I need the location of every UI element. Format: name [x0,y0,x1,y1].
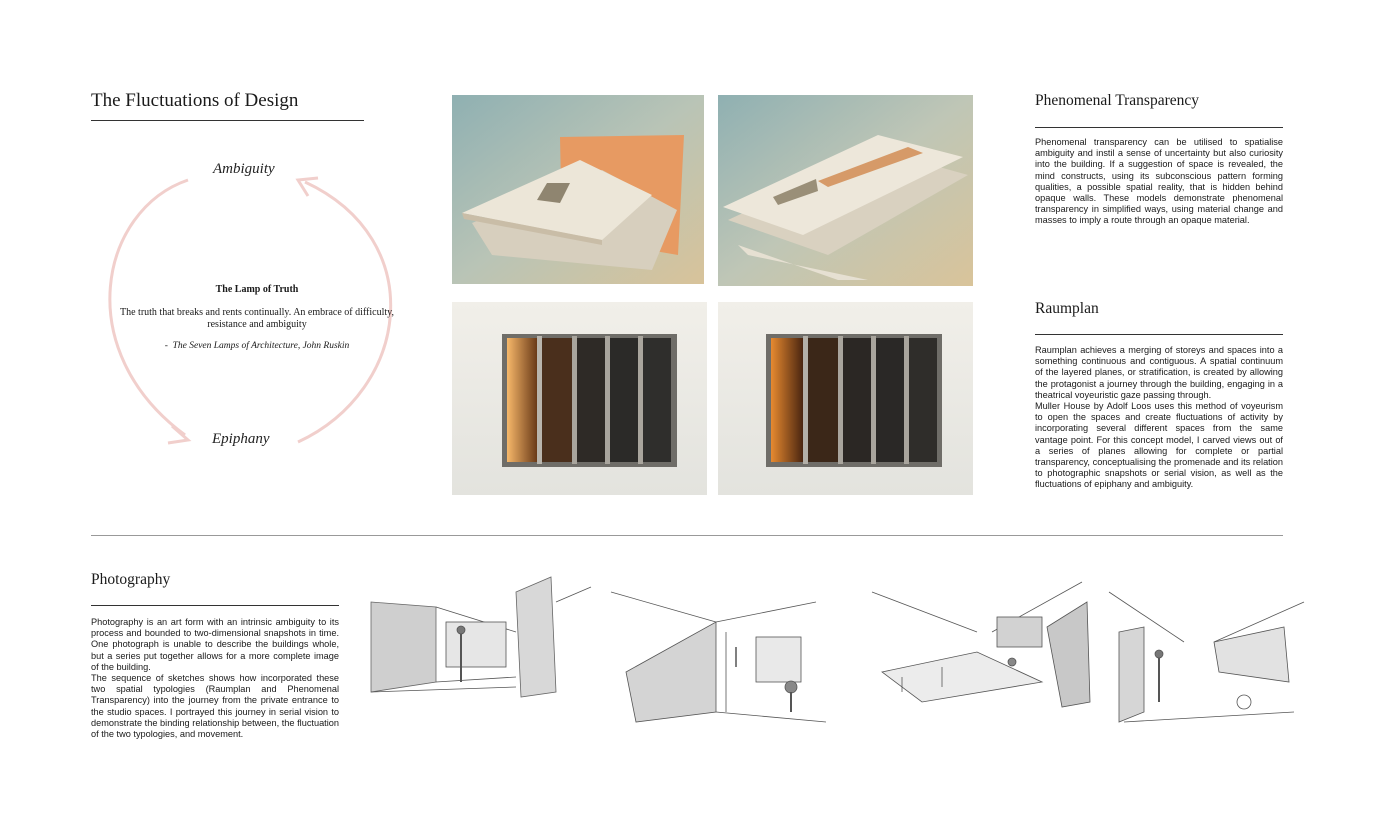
title-rule [91,120,364,121]
model-photo-1 [452,95,704,284]
raumplan-text [1035,345,1283,491]
photography-paragraph-2: The sequence of sketches shows how incorporated these two spatial typologies (Raumplan and Phenomenal Transparency) into the journey from the private entrance to the studio spaces. I portrayed this journey in serial vision to demonstrate the binding relationship between, the fluctuation of the two typologies, and movement. [91,673,339,740]
ambiguity-label: Ambiguity [213,161,275,177]
cycle-diagram [80,150,410,460]
photography-title: Photography [91,571,171,588]
quote-source-text: The Seven Lamps of Architecture, John Ruskin [172,341,350,351]
photography-paragraph-1: Photography is an art form with an intrinsic ambiguity to its process and bounded to two-dimensional snapshots in time. One photograph is unable to describe the buildings whole, but a series put together allows for a more complete image of the building. [91,617,339,672]
phenomenal-text: Phenomenal transparency can be utilised to spatialise ambiguity and instil a sense of uncertainty but also curiosity into the building. If a suggestion of space is revealed, the mind constructs, using its subconscious pattern forming qualities, a possible spatial reality, that is hidden behind opaque walls. These models demonstrate phenomenal transparency in simplified ways, using material change and masses to imply a route through an opaque material. [1035,137,1283,226]
quote-dash: - [164,341,168,351]
raumplan-paragraph-1: Raumplan achieves a merging of storeys and spaces into a something continuous and contiguous. A spatial continuum of the layered planes, or stratification, is created by allowing the protagonist a journey through the building, engaging in a theatrical voyeuristic gaze passing through. [1035,345,1283,400]
phenomenal-rule [1035,127,1283,128]
sketch-2 [606,572,834,742]
photography-rule [91,605,339,606]
phenomenal-title: Phenomenal Transparency [1035,92,1200,109]
quote-source [112,341,402,351]
page-title: The Fluctuations of Design [91,90,299,111]
sketch-1 [366,572,596,722]
epiphany-label: Epiphany [212,431,270,447]
sketch-4 [1104,582,1309,732]
photography-text [91,617,339,740]
model-photo-2 [718,95,973,286]
quote-title: The Lamp of Truth [215,284,299,295]
section-divider [91,535,1283,536]
model-photo-3 [452,302,707,495]
raumplan-title: Raumplan [1035,300,1099,317]
raumplan-rule [1035,334,1283,335]
sketch-3 [862,572,1092,712]
raumplan-paragraph-2: Muller House by Adolf Loos uses this method of voyeurism to open the spaces and create fluctuations of activity by incorporating several different spaces from the same vantage point. For this concept model, I carved views out of a series of planes allowing for complete or partial transparency, conceptualising the promenade and its relation to photographic snapshots or serial vision, as well as the fluctuations of epiphany and ambiguity. [1035,401,1283,490]
model-photo-4 [718,302,973,495]
quote-body: The truth that breaks and rents continually. An embrace of difficulty, resistance and ambiguity [120,307,394,330]
